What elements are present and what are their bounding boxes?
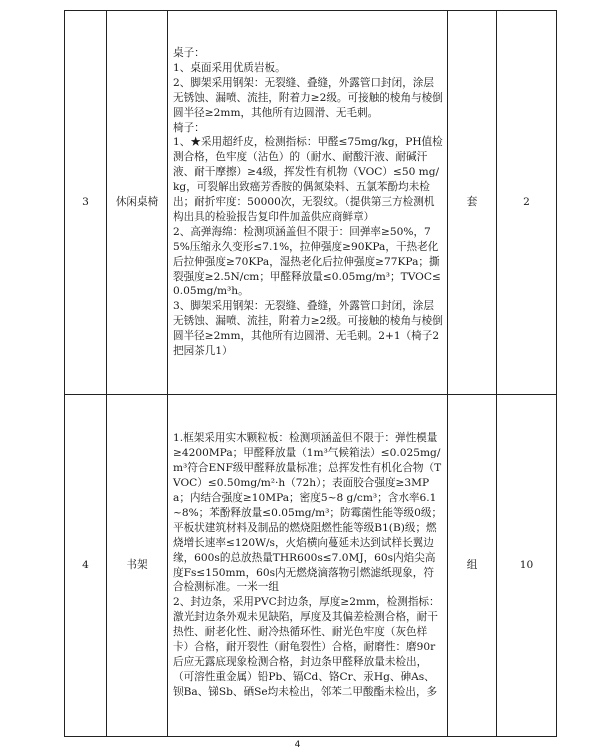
table-row [65, 395, 557, 737]
item-quantity: 10 [497, 395, 557, 737]
table-row [65, 11, 557, 395]
procurement-spec-table [64, 10, 557, 737]
page-number: 4 [294, 740, 301, 750]
spec-line: 2、高弹海绵：检测项涵盖但不限于：回弹率≥50%，75%压缩永久变形≤7.1%，拉伸强度≥90KPa，干热老化后拉伸强度≥70KPa，湿热老化后拉伸强度≥77KPa；撕裂强度≥2.5N/cm；甲醛释放量≤0.05mg/m³；TVOC≤0.05mg/m³h。 [173, 225, 441, 298]
spec-line: 1.框架采用实木颗粒板：检测项涵盖但不限于：弹性模量≥4200MPa；甲醛释放量（1m³气候箱法）≤0.025mg/m³符合ENF级甲醛释放量标准；总挥发性有机化合物（TVOC）≤0.50mg/m²·h（72h）；表面胶合强度≥3MPa；内结合强度≥10MPa；密度5~8 g/cm³；含水率6.1~8%；苯酚释放量≤0.05mg/m³；防霉菌性能等级0级；平板状建筑材料及制品的燃烧阻燃性能等级B1(B)级；燃烧增长速率≤120W/s，火焰横向蔓延未达到试样长翼边缘，600s的总放热量THR600s≤7.0MJ，60s内焰尖高度Fs≤150mm，60s内无燃烧滴落物引燃滤纸现象，符合检测标准。一米一组 [173, 432, 443, 594]
item-number: 4 [65, 395, 107, 737]
spec-line: 3、脚架采用钢架：无裂缝、叠缝，外露管口封闭，涂层无锈蚀、漏喷、流挂，附着力≥2级。可接触的棱角与棱倒圆半径≥2mm，其他所有边圆滑、无毛刺。2+1（椅子2把园茶几1） [173, 300, 443, 358]
item-unit: 套 [448, 11, 497, 395]
spec-line: 桌子： [173, 46, 205, 59]
item-spec [168, 11, 448, 395]
item-spec [168, 395, 448, 737]
item-name: 休闲桌椅 [107, 11, 168, 395]
item-name: 书架 [107, 395, 168, 737]
spec-line: 2、脚架采用钢架：无裂缝、叠缝，外露管口封闭，涂层无锈蚀、漏喷、流挂，附着力≥2级。可接触的棱角与棱倒圆半径≥2mm，其他所有边圆滑、无毛刺。 [173, 76, 443, 119]
item-quantity: 2 [497, 11, 557, 395]
spec-line: 椅子： [173, 121, 205, 134]
item-unit: 组 [448, 395, 497, 737]
spec-line: 1、桌面采用优质岩板。 [173, 61, 286, 74]
spec-line: 1、★采用超纤皮，检测指标：甲醛≤75mg/kg，PH值检测合格，色牢度（沾色）的（耐水、耐酸汗液、耐碱汗液、耐干摩擦）≥4级，挥发性有机物（VOC）≤50 mg/kg，可裂解出致癌芳香胺的偶氮染料、五氯苯酚均未检出；耐折牢度：50000次，无裂纹。（提供第三方检测机构出具的检验报告复印件加盖供应商鲜章） [173, 136, 443, 223]
spec-line: 2、封边条，采用PVC封边条，厚度≥2mm，检测指标：激光封边条外观未见缺陷，厚度及其偏差检测合格，耐干热性、耐老化性、耐冷热循环性、耐光色牢度（灰色样卡）合格，耐开裂性（耐龟裂性）合格，耐磨性：磨90r后应无露底现象检测合格，封边条甲醛释放量未检出，（可溶性重金属）铅Pb、镉Cd、铬Cr、汞Hg、砷As、钡Ba、锑Sb、硒Se均未检出，邻苯二甲酸酯未检出，多 [173, 596, 440, 698]
item-number: 3 [65, 11, 107, 395]
